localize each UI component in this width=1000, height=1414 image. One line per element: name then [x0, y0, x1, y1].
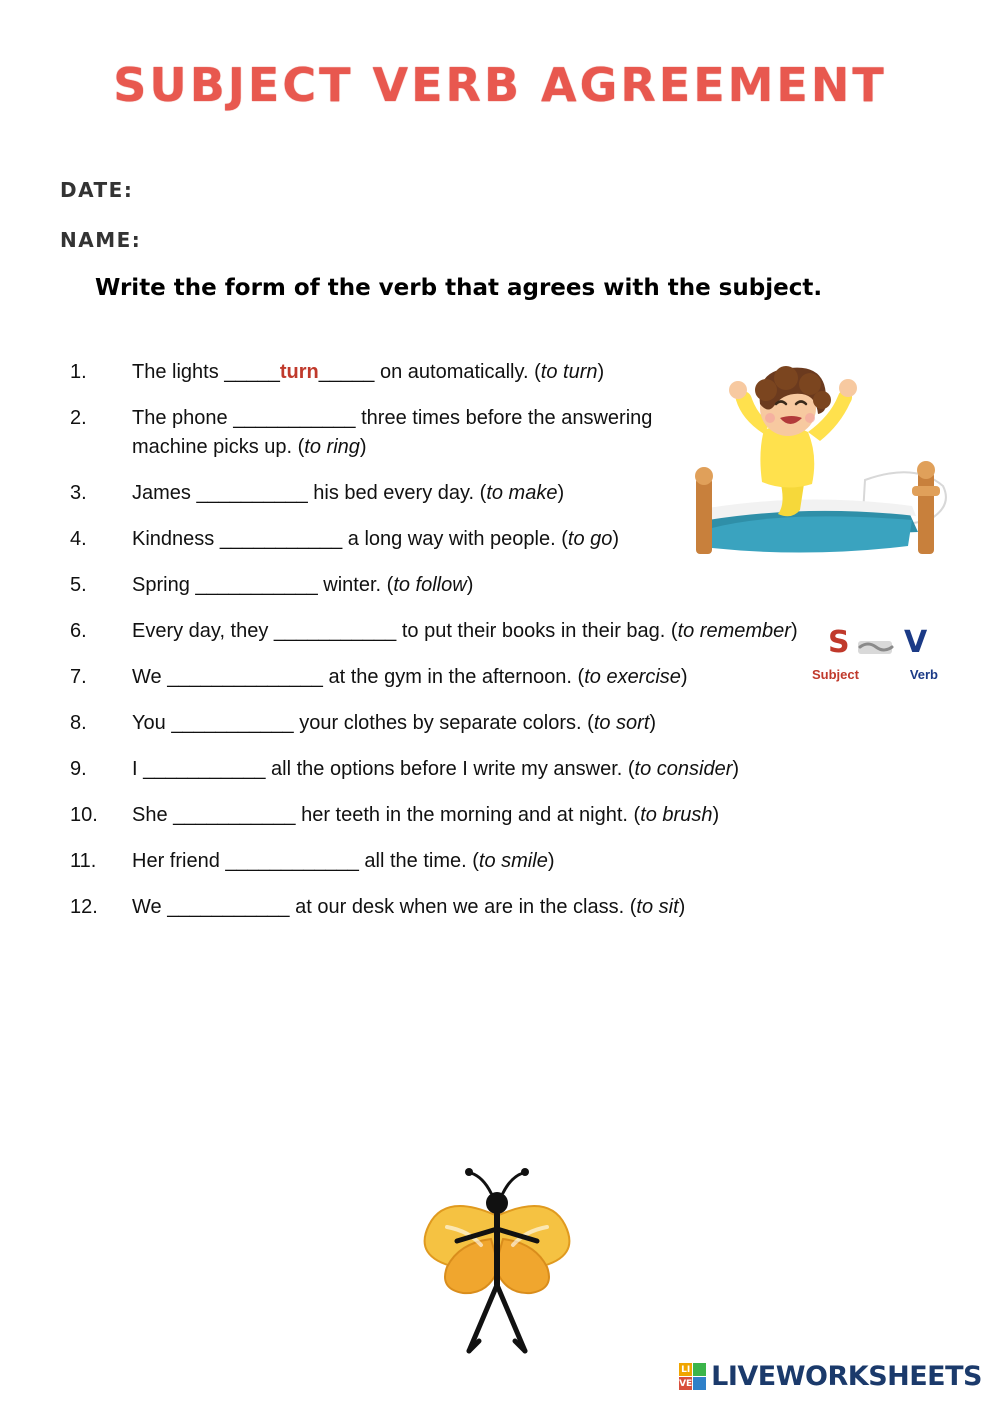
question-number: 4.: [70, 528, 87, 550]
q6-before: Every day, they: [132, 620, 274, 642]
q5-blank[interactable]: ___________: [195, 574, 318, 596]
logo-square-blue: [693, 1377, 706, 1390]
q11-before: Her friend: [132, 850, 226, 872]
q7-before: We: [132, 666, 168, 688]
question-number: 6.: [70, 620, 87, 642]
q12-before: We: [132, 896, 168, 918]
q7-blank[interactable]: ______________: [167, 666, 323, 688]
q4-after: a long way with people. (: [342, 528, 568, 550]
q5-before: Spring: [132, 574, 196, 596]
question-number: 7.: [70, 666, 87, 688]
q9-close: ): [732, 758, 740, 780]
q8-before: You: [132, 712, 172, 734]
question-text: [132, 709, 656, 738]
q4-blank[interactable]: ___________: [219, 528, 343, 550]
q5-close: ): [466, 574, 474, 596]
q6-verb: to remember: [677, 620, 791, 642]
question-item-2: [70, 404, 950, 462]
logo-square-li: LI: [681, 1364, 691, 1375]
q1-answer[interactable]: turn: [279, 361, 319, 383]
question-item-7: [70, 663, 950, 692]
q9-blank[interactable]: ___________: [143, 758, 266, 780]
question-number: 10.: [70, 804, 98, 826]
question-item-10: [70, 801, 950, 830]
question-text: [132, 617, 798, 646]
question-text: [132, 358, 604, 387]
q9-after: all the options before I write my answer. (: [265, 758, 635, 780]
q2-blank[interactable]: ___________: [233, 407, 356, 429]
q1-before: The lights: [132, 361, 225, 383]
questions-list: [70, 358, 950, 939]
q4-close: ): [612, 528, 620, 550]
q12-after: at our desk when we are in the class. (: [289, 896, 637, 918]
q3-after: his bed every day. (: [307, 482, 487, 504]
q8-verb: to sort: [593, 712, 650, 734]
q5-after: winter. (: [317, 574, 394, 596]
q7-verb: to exercise: [584, 666, 681, 688]
q2-verb: to ring: [304, 436, 360, 458]
q9-before: I: [132, 758, 144, 780]
q12-blank[interactable]: ___________: [167, 896, 290, 918]
question-number: 5.: [70, 574, 87, 596]
q5-verb: to follow: [393, 574, 467, 596]
q8-close: ): [649, 712, 657, 734]
question-item-12: [70, 893, 950, 922]
q6-after: to put their books in their bag. (: [396, 620, 678, 642]
q10-blank[interactable]: ___________: [173, 804, 296, 826]
page-title: SUBJECT VERB AGREEMENT: [113, 58, 887, 112]
logo-squares-icon: [679, 1363, 706, 1390]
q3-before: James: [132, 482, 197, 504]
question-text: [132, 755, 739, 784]
question-text: [132, 479, 564, 508]
question-number: 9.: [70, 758, 87, 780]
q11-blank[interactable]: ____________: [225, 850, 359, 872]
q4-verb: to go: [567, 528, 613, 550]
q3-blank[interactable]: __________: [196, 482, 308, 504]
sv-verb-word: Verb: [909, 667, 938, 682]
q7-close: ): [680, 666, 688, 688]
question-number: 8.: [70, 712, 87, 734]
question-text: [132, 893, 685, 922]
logo-text: LIVEWORKSHEETS: [711, 1361, 982, 1392]
q10-after: her teeth in the morning and at night. (: [295, 804, 641, 826]
question-item-9: [70, 755, 950, 784]
q4-before: Kindness: [132, 528, 220, 550]
q10-close: ): [712, 804, 720, 826]
question-number: 12.: [70, 896, 98, 918]
q10-before: She: [132, 804, 174, 826]
logo-square-green: [693, 1363, 706, 1376]
instruction-text: Write the form of the verb that agrees with the subject.: [95, 275, 823, 301]
question-number: 1.: [70, 361, 87, 383]
question-text: [132, 404, 712, 462]
question-item-5: [70, 571, 950, 600]
q8-blank[interactable]: ___________: [171, 712, 294, 734]
question-number: 3.: [70, 482, 87, 504]
question-text: [132, 525, 619, 554]
question-item-11: [70, 847, 950, 876]
question-text: [132, 801, 719, 830]
question-text: [132, 847, 554, 876]
name-label: NAME:: [60, 228, 142, 252]
sv-subject-letter: S: [828, 625, 850, 660]
q1-close: ): [597, 361, 605, 383]
date-label: DATE:: [60, 178, 134, 202]
liveworksheets-logo[interactable]: [679, 1361, 982, 1392]
question-item-3: [70, 479, 950, 508]
q2-after: three times before the answering machine picks up. (: [132, 407, 653, 458]
q10-verb: to brush: [640, 804, 713, 826]
question-number: 2.: [70, 407, 87, 429]
question-item-8: [70, 709, 950, 738]
q11-after: all the time. (: [358, 850, 479, 872]
q9-verb: to consider: [634, 758, 733, 780]
q6-blank[interactable]: ___________: [273, 620, 397, 642]
question-text: [132, 663, 688, 692]
question-item-4: [70, 525, 950, 554]
question-item-1: [70, 358, 950, 387]
butterfly-illustration: [395, 1155, 605, 1365]
q1-blank-left: _____: [224, 361, 280, 383]
q3-verb: to make: [486, 482, 558, 504]
sv-verb-letter: V: [904, 625, 928, 660]
question-text: [132, 571, 473, 600]
q2-close: ): [359, 436, 367, 458]
q3-close: ): [557, 482, 565, 504]
q11-close: ): [547, 850, 555, 872]
q7-after: at the gym in the afternoon. (: [322, 666, 585, 688]
sv-subject-word: Subject: [812, 667, 859, 682]
q12-close: ): [678, 896, 686, 918]
q1-blank-right: _____: [318, 361, 375, 383]
q12-verb: to sit: [636, 896, 679, 918]
q1-after: on automatically. (: [374, 361, 541, 383]
q11-verb: to smile: [478, 850, 548, 872]
q6-close: ): [790, 620, 798, 642]
q8-after: your clothes by separate colors. (: [293, 712, 594, 734]
q1-verb: to turn: [540, 361, 598, 383]
logo-square-ve: VE: [679, 1378, 693, 1389]
question-item-6: [70, 617, 950, 646]
q2-before: The phone: [132, 407, 234, 429]
question-number: 11.: [70, 850, 97, 872]
